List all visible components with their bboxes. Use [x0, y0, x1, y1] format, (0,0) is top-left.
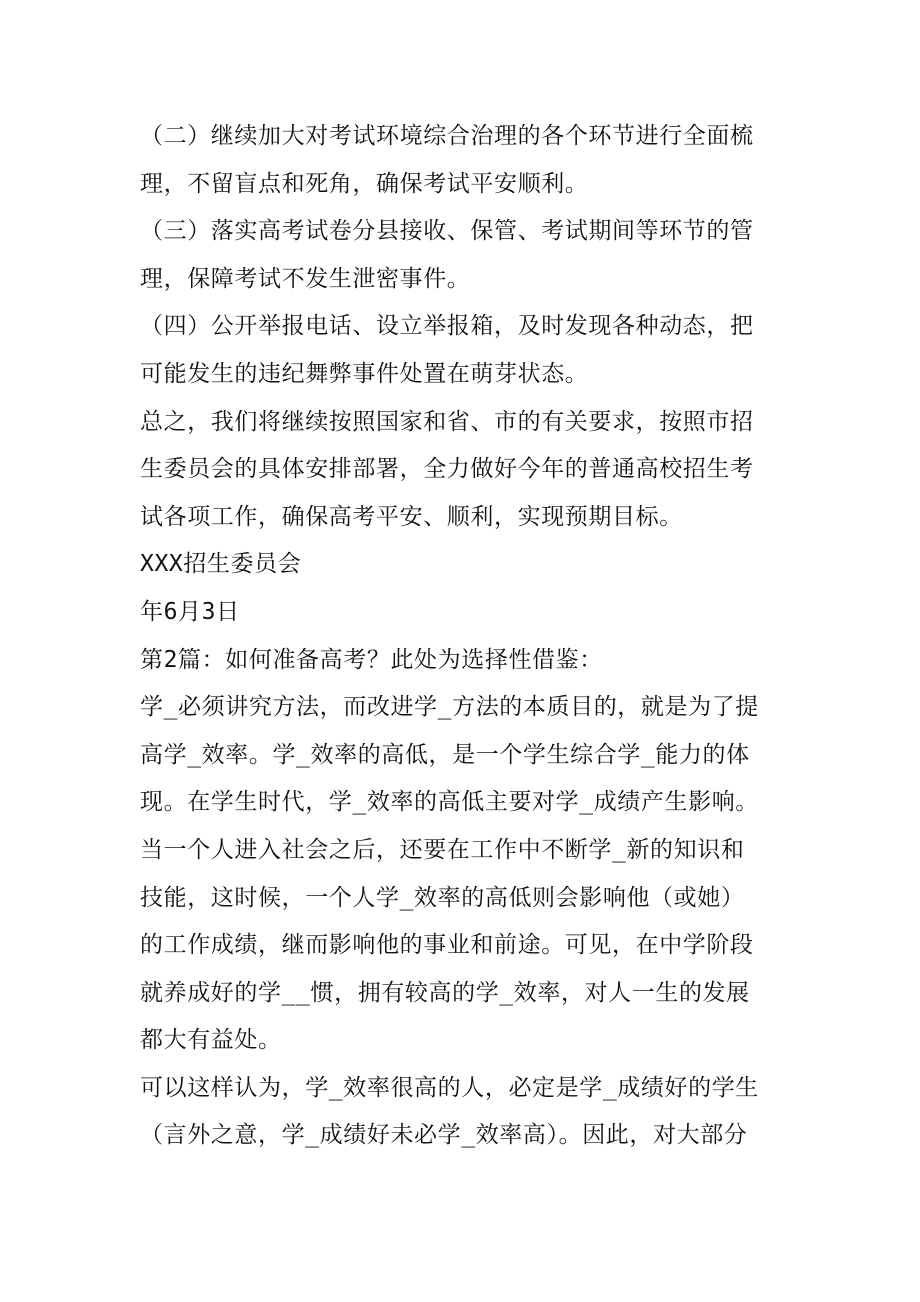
text-line: 试各项工作，确保高考平安、顺利，实现预期目标。	[140, 503, 683, 530]
text-line: 总之，我们将继续按照国家和省、市的有关要求，按照市招	[140, 408, 754, 435]
text-line: 技能，这时候，一个人学_效率的高低则会影响他（或她）	[140, 884, 745, 911]
text-line: 现。在学生时代，学_效率的高低主要对学_成绩产生影响。	[140, 789, 759, 816]
text-line: 都大有益处。	[140, 1027, 282, 1054]
signature-organization: XXX招生委员会	[140, 551, 302, 578]
text-line: 当一个人进入社会之后，还要在工作中不断学_新的知识和	[140, 836, 745, 863]
text-line: （三）落实高考试卷分县接收、保管、考试期间等环节的管	[140, 218, 754, 245]
section-heading: 第2篇：如何准备高考？此处为选择性借鉴：	[140, 646, 603, 673]
document-body	[140, 113, 810, 1160]
text-line: 可以这样认为，学_效率很高的人，必定是学_成绩好的学生	[140, 1074, 759, 1101]
text-line: 的工作成绩，继而影响他的事业和前途。可见，在中学阶段	[140, 932, 754, 959]
text-line: 理，不留盲点和死角，确保考试平安顺利。	[140, 170, 589, 197]
text-line: 理，保障考试不发生泄密事件。	[140, 265, 471, 292]
text-line: 生委员会的具体安排部署，全力做好今年的普通高校招生考	[140, 456, 754, 483]
text-line: 学_必须讲究方法，而改进学_方法的本质目的，就是为了提	[140, 694, 759, 721]
text-line: 可能发生的违纪舞弊事件处置在萌芽状态。	[140, 360, 589, 387]
text-line: 高学_效率。学_效率的高低，是一个学生综合学_能力的体	[140, 741, 750, 768]
text-line: （二）继续加大对考试环境综合治理的各个环节进行全面梳	[140, 123, 754, 149]
signature-date: 年6月3日	[140, 598, 240, 625]
text-line: （四）公开举报电话、设立举报箱，及时发现各种动态，把	[140, 313, 754, 340]
text-line: （言外之意，学_成绩好未必学_效率高）。因此，对大部分	[140, 1122, 748, 1149]
text-line: 就养成好的学__惯，拥有较高的学_效率，对人一生的发展	[140, 979, 750, 1006]
